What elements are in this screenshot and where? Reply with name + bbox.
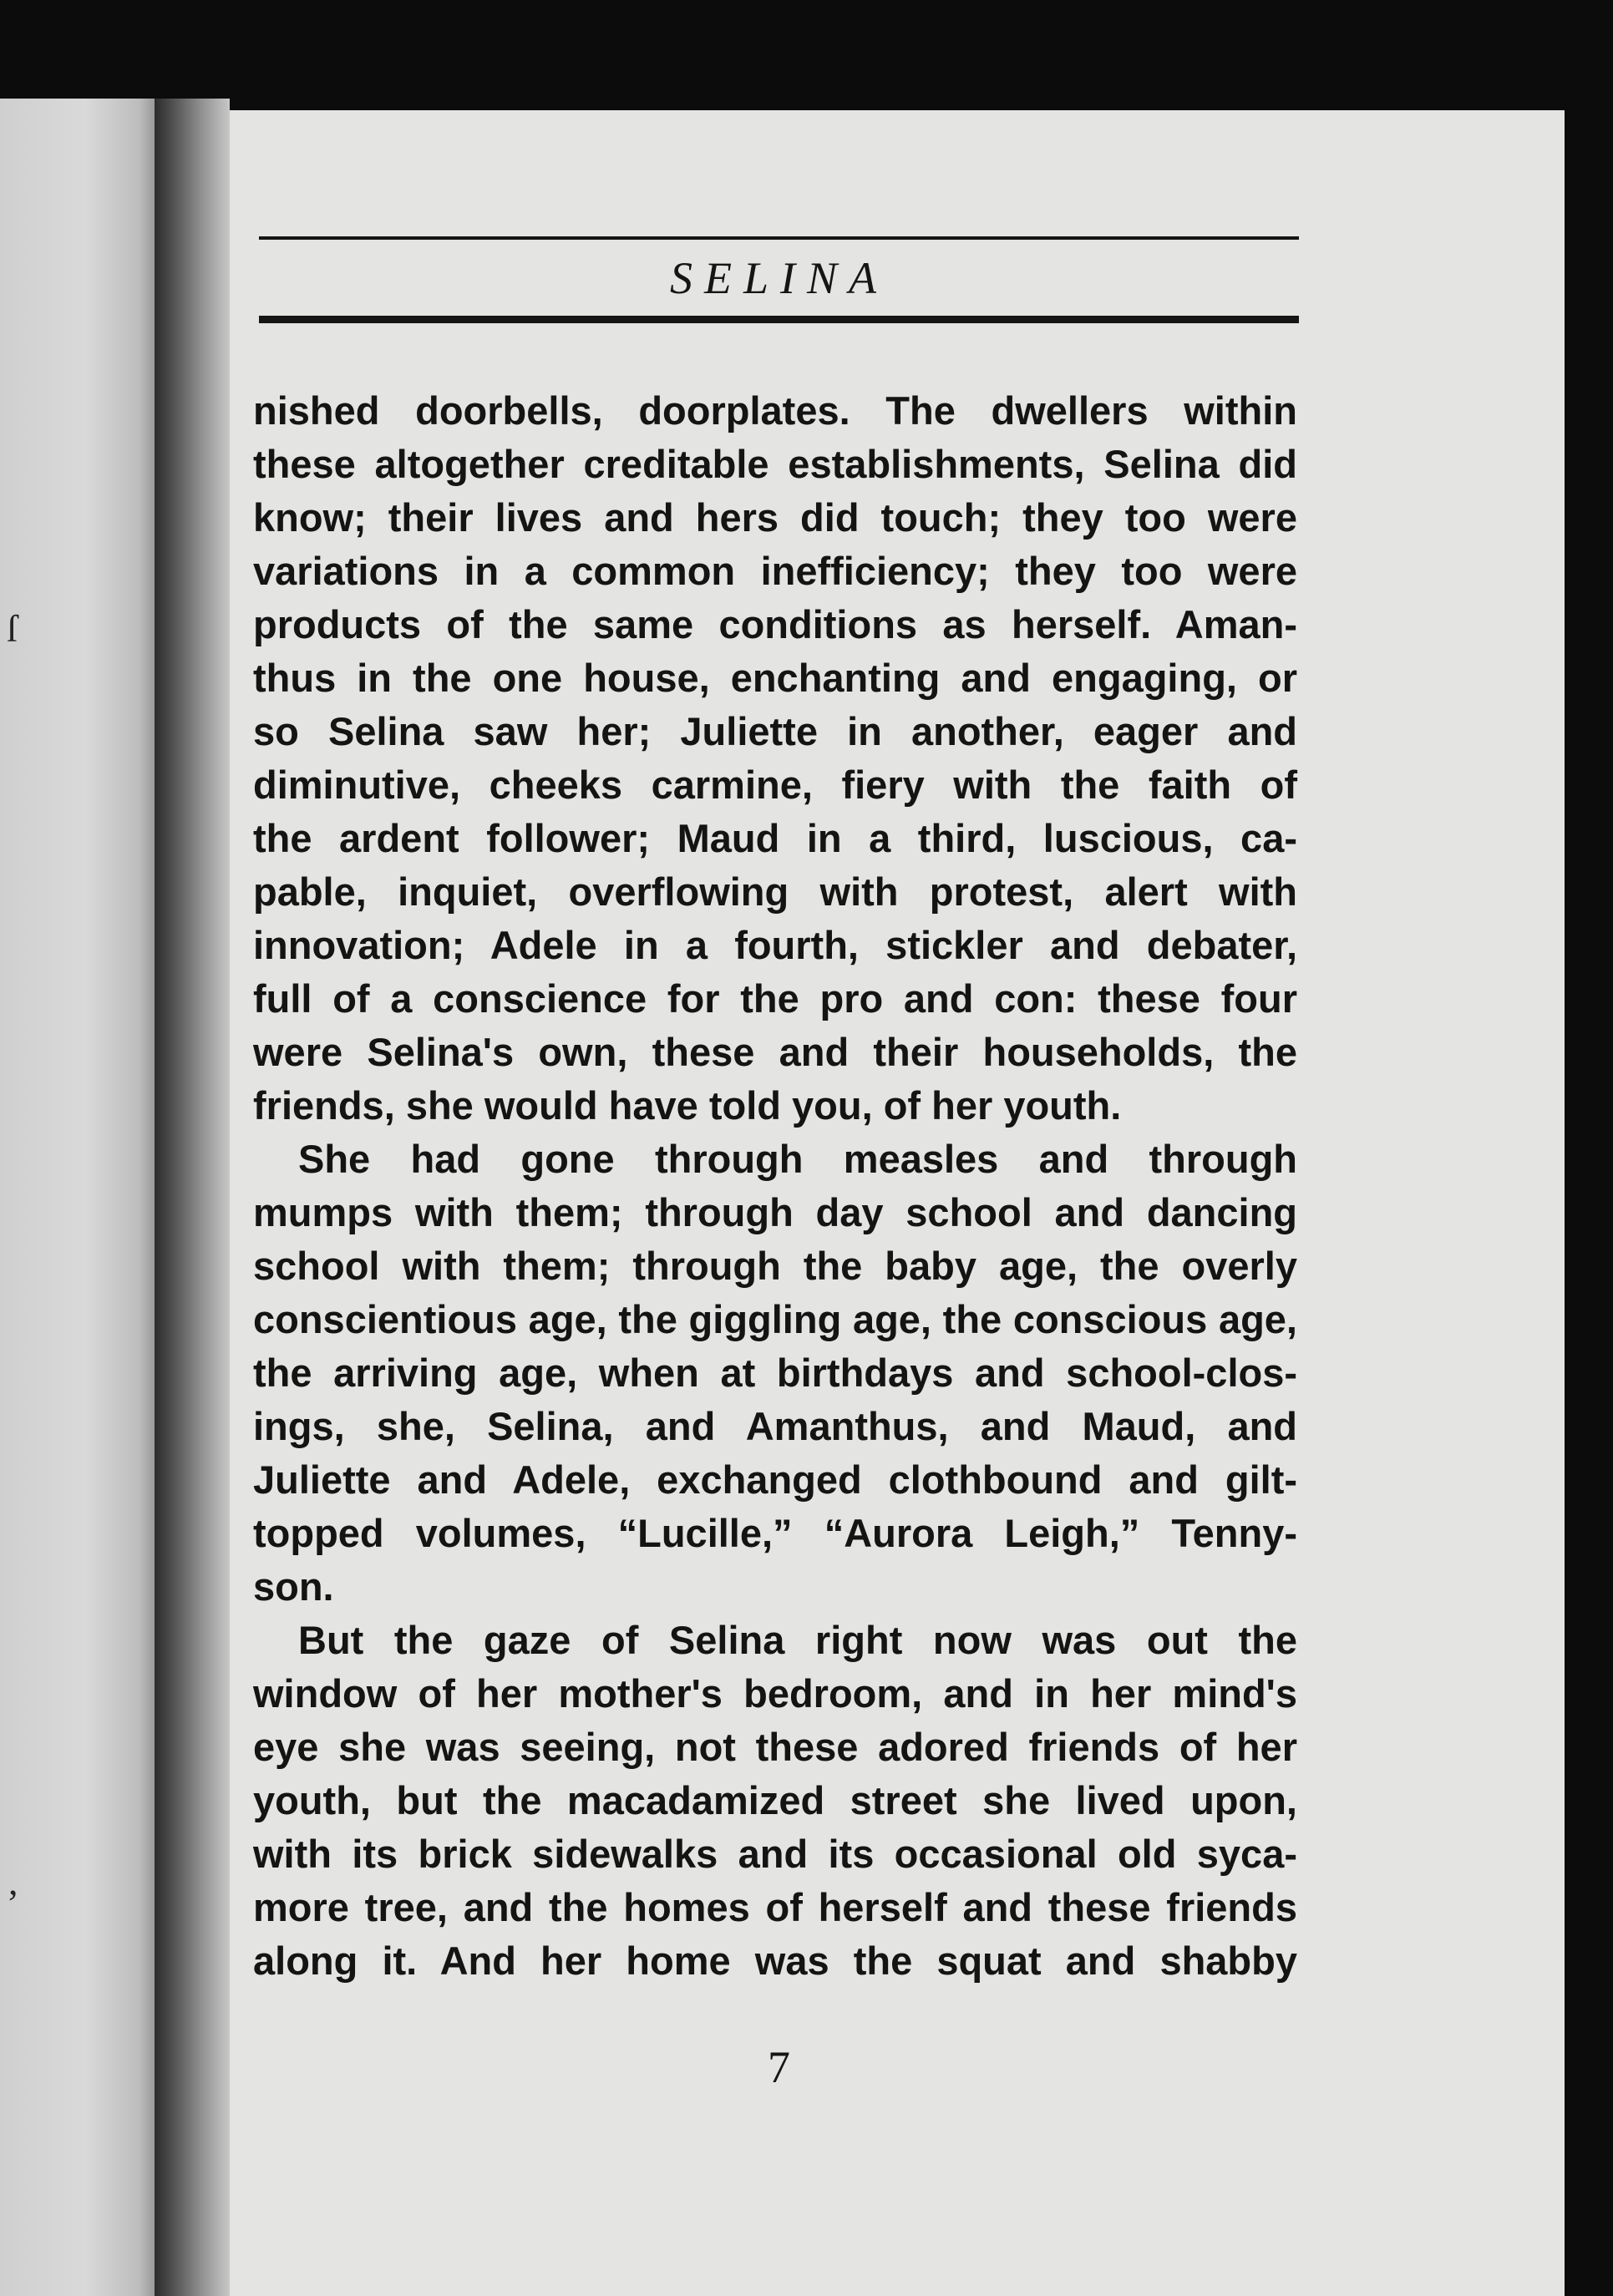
text-line: variations in a common inefficiency; they too were bbox=[253, 549, 1297, 593]
body-text bbox=[253, 384, 1297, 1988]
text-line: innovation; Adele in a fourth, stickler and debater, bbox=[253, 923, 1297, 967]
text-line: know; their lives and hers did touch; they too were bbox=[253, 495, 1297, 540]
text-line: pable, inquiet, overflowing with protest, alert with bbox=[253, 869, 1297, 914]
text-line: youth, but the macadamized street she lived upon, bbox=[253, 1778, 1297, 1822]
page-number: 7 bbox=[768, 2042, 790, 2092]
paragraph bbox=[253, 384, 1297, 1133]
header-rule-bottom bbox=[259, 316, 1299, 323]
text-line: Juliette and Adele, exchanged clothbound and gilt- bbox=[253, 1457, 1297, 1502]
text-line: eye she was seeing, not these adored friends of her bbox=[253, 1725, 1297, 1769]
text-line: full of a conscience for the pro and con: these four bbox=[253, 976, 1297, 1021]
text-line: with its brick sidewalks and its occasional old syca- bbox=[253, 1832, 1297, 1876]
text-line: She had gone through measles and through bbox=[298, 1137, 1297, 1181]
text-line: diminutive, cheeks carmine, fiery with the faith of bbox=[253, 763, 1297, 807]
text-line: school with them; through the baby age, the overly bbox=[253, 1244, 1297, 1288]
text-line: window of her mother's bedroom, and in her mind's bbox=[253, 1671, 1297, 1716]
text-line: topped volumes, “Lucille,” “Aurora Leigh,” Tenny- bbox=[253, 1511, 1297, 1555]
header-rule-top bbox=[259, 236, 1299, 240]
text-line: were Selina's own, these and their households, the bbox=[253, 1030, 1297, 1074]
text-line: the ardent follower; Maud in a third, luscious, ca- bbox=[253, 816, 1297, 860]
paragraph-continued bbox=[253, 1667, 1297, 1988]
text-line: mumps with them; through day school and dancing bbox=[253, 1190, 1297, 1234]
facing-page-edge bbox=[0, 99, 155, 2296]
text-line: thus in the one house, enchanting and engaging, or bbox=[253, 656, 1297, 700]
paragraph-continued bbox=[253, 1186, 1297, 1614]
text-line: son. bbox=[253, 1564, 334, 1609]
text-line: conscientious age, the giggling age, the conscious age, bbox=[253, 1297, 1297, 1341]
text-line: so Selina saw her; Juliette in another, eager and bbox=[253, 709, 1297, 753]
text-line: But the gaze of Selina right now was out the bbox=[298, 1618, 1297, 1662]
text-line: products of the same conditions as herself. Aman- bbox=[253, 602, 1297, 646]
text-line: ings, she, Selina, and Amanthus, and Maud, and bbox=[253, 1404, 1297, 1448]
running-head: SELINA bbox=[669, 253, 888, 303]
text-line: along it. And her home was the squat and shabby bbox=[253, 1939, 1297, 1983]
paragraph bbox=[253, 1133, 1297, 1186]
text-line: nished doorbells, doorplates. The dwellers within bbox=[253, 388, 1297, 433]
text-line: these altogether creditable establishments, Selina did bbox=[253, 442, 1297, 486]
facing-page-mark: ſ bbox=[7, 607, 18, 650]
text-line: more tree, and the homes of herself and these friends bbox=[253, 1885, 1297, 1929]
text-line: the arriving age, when at birthdays and school-clos- bbox=[253, 1351, 1297, 1395]
facing-page-mark: , bbox=[8, 1860, 18, 1903]
paragraph bbox=[253, 1614, 1297, 1667]
book-gutter bbox=[155, 99, 230, 2296]
text-line: friends, she would have told you, of her youth. bbox=[253, 1083, 1122, 1128]
